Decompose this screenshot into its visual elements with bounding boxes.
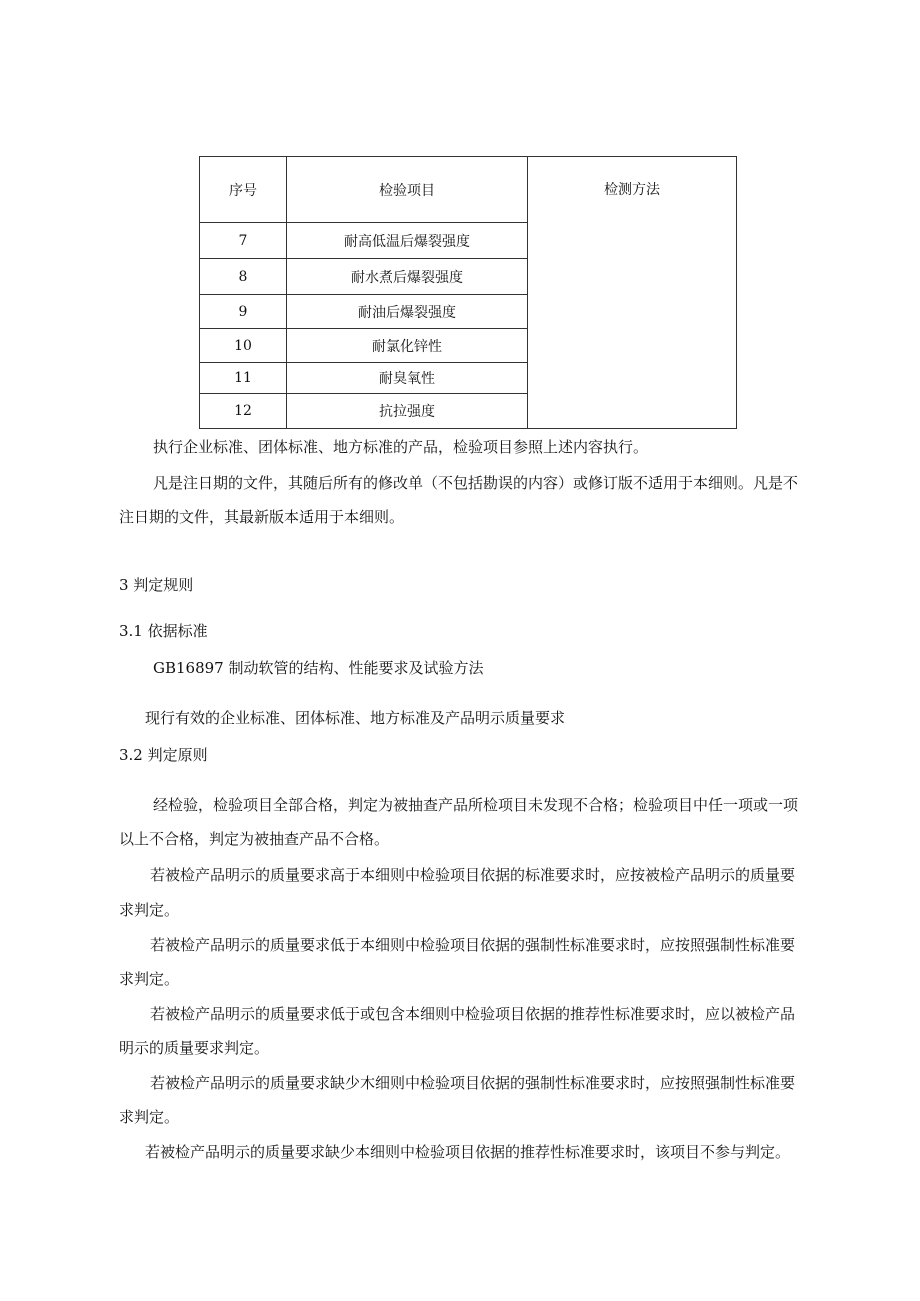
- rule5-line2: 求判定。: [119, 1108, 180, 1126]
- rule5-line1: 若被检产品明示的质量要求缺少木细则中检验项目依据的强制性标准要求时，应按照强制性标准要: [150, 1074, 796, 1092]
- section-3-1-heading: 3.1 依据标准: [119, 622, 208, 640]
- standard-gb16897: GB16897 制动软管的结构、性能要求及试验方法: [153, 659, 484, 677]
- rule6-line: 若被检产品明示的质量要求缺少本细则中检验项目依据的推荐性标准要求时，该项目不参与判定。: [145, 1143, 791, 1161]
- rule1-line1: 经检验，检验项目全部合格，判定为被抽查产品所检项目未发现不合格；检验项目中任一项或一项: [153, 796, 799, 814]
- row-item: 耐氯化锌性: [287, 329, 528, 363]
- rule4-line2: 明示的质量要求判定。: [119, 1039, 270, 1057]
- para-dated-line2: 注日期的文件，其最新版本适用于本细则。: [119, 508, 405, 526]
- row-item: 耐油后爆裂强度: [287, 295, 528, 329]
- rule3-line1: 若被检产品明示的质量要求低于本细则中检验项目依据的强制性标准要求时，应按照强制性标准要: [150, 936, 796, 954]
- row-item: 耐臭氧性: [287, 363, 528, 394]
- rule2-line1: 若被检产品明示的质量要求高于本细则中检验项目依据的标准要求时，应按被检产品明示的质量要: [150, 866, 796, 884]
- header-item: 检验项目: [287, 157, 528, 223]
- header-method: 检测方法: [528, 157, 737, 429]
- rule2-line2: 求判定。: [119, 901, 180, 919]
- row-item: 耐高低温后爆裂强度: [287, 223, 528, 259]
- row-seq: 7: [200, 223, 287, 259]
- standard-current: 现行有效的企业标准、团体标准、地方标准及产品明示质量要求: [145, 709, 566, 727]
- section-3-heading: 3 判定规则: [119, 576, 194, 594]
- row-seq: 10: [200, 329, 287, 363]
- row-item: 耐水煮后爆裂强度: [287, 259, 528, 295]
- header-seq: 序号: [200, 157, 287, 223]
- rule4-line1: 若被检产品明示的质量要求低于或包含本细则中检验项目依据的推荐性标准要求时，应以被检产品: [150, 1005, 796, 1023]
- row-seq: 9: [200, 295, 287, 329]
- row-seq: 11: [200, 363, 287, 394]
- rule3-line2: 求判定。: [119, 970, 180, 988]
- row-seq: 12: [200, 394, 287, 429]
- row-item: 抗拉强度: [287, 394, 528, 429]
- inspection-table: [199, 156, 737, 429]
- row-seq: 8: [200, 259, 287, 295]
- para-exec: 执行企业标准、团体标准、地方标准的产品，检验项目参照上述内容执行。: [153, 438, 649, 456]
- section-3-2-heading: 3.2 判定原则: [119, 746, 208, 764]
- para-dated-line1: 凡是注日期的文件，其随后所有的修改单（不包括勘误的内容）或修订版不适用于本细则。凡是不: [153, 474, 799, 492]
- rule1-line2: 以上不合格，判定为被抽查产品不合格。: [119, 830, 390, 848]
